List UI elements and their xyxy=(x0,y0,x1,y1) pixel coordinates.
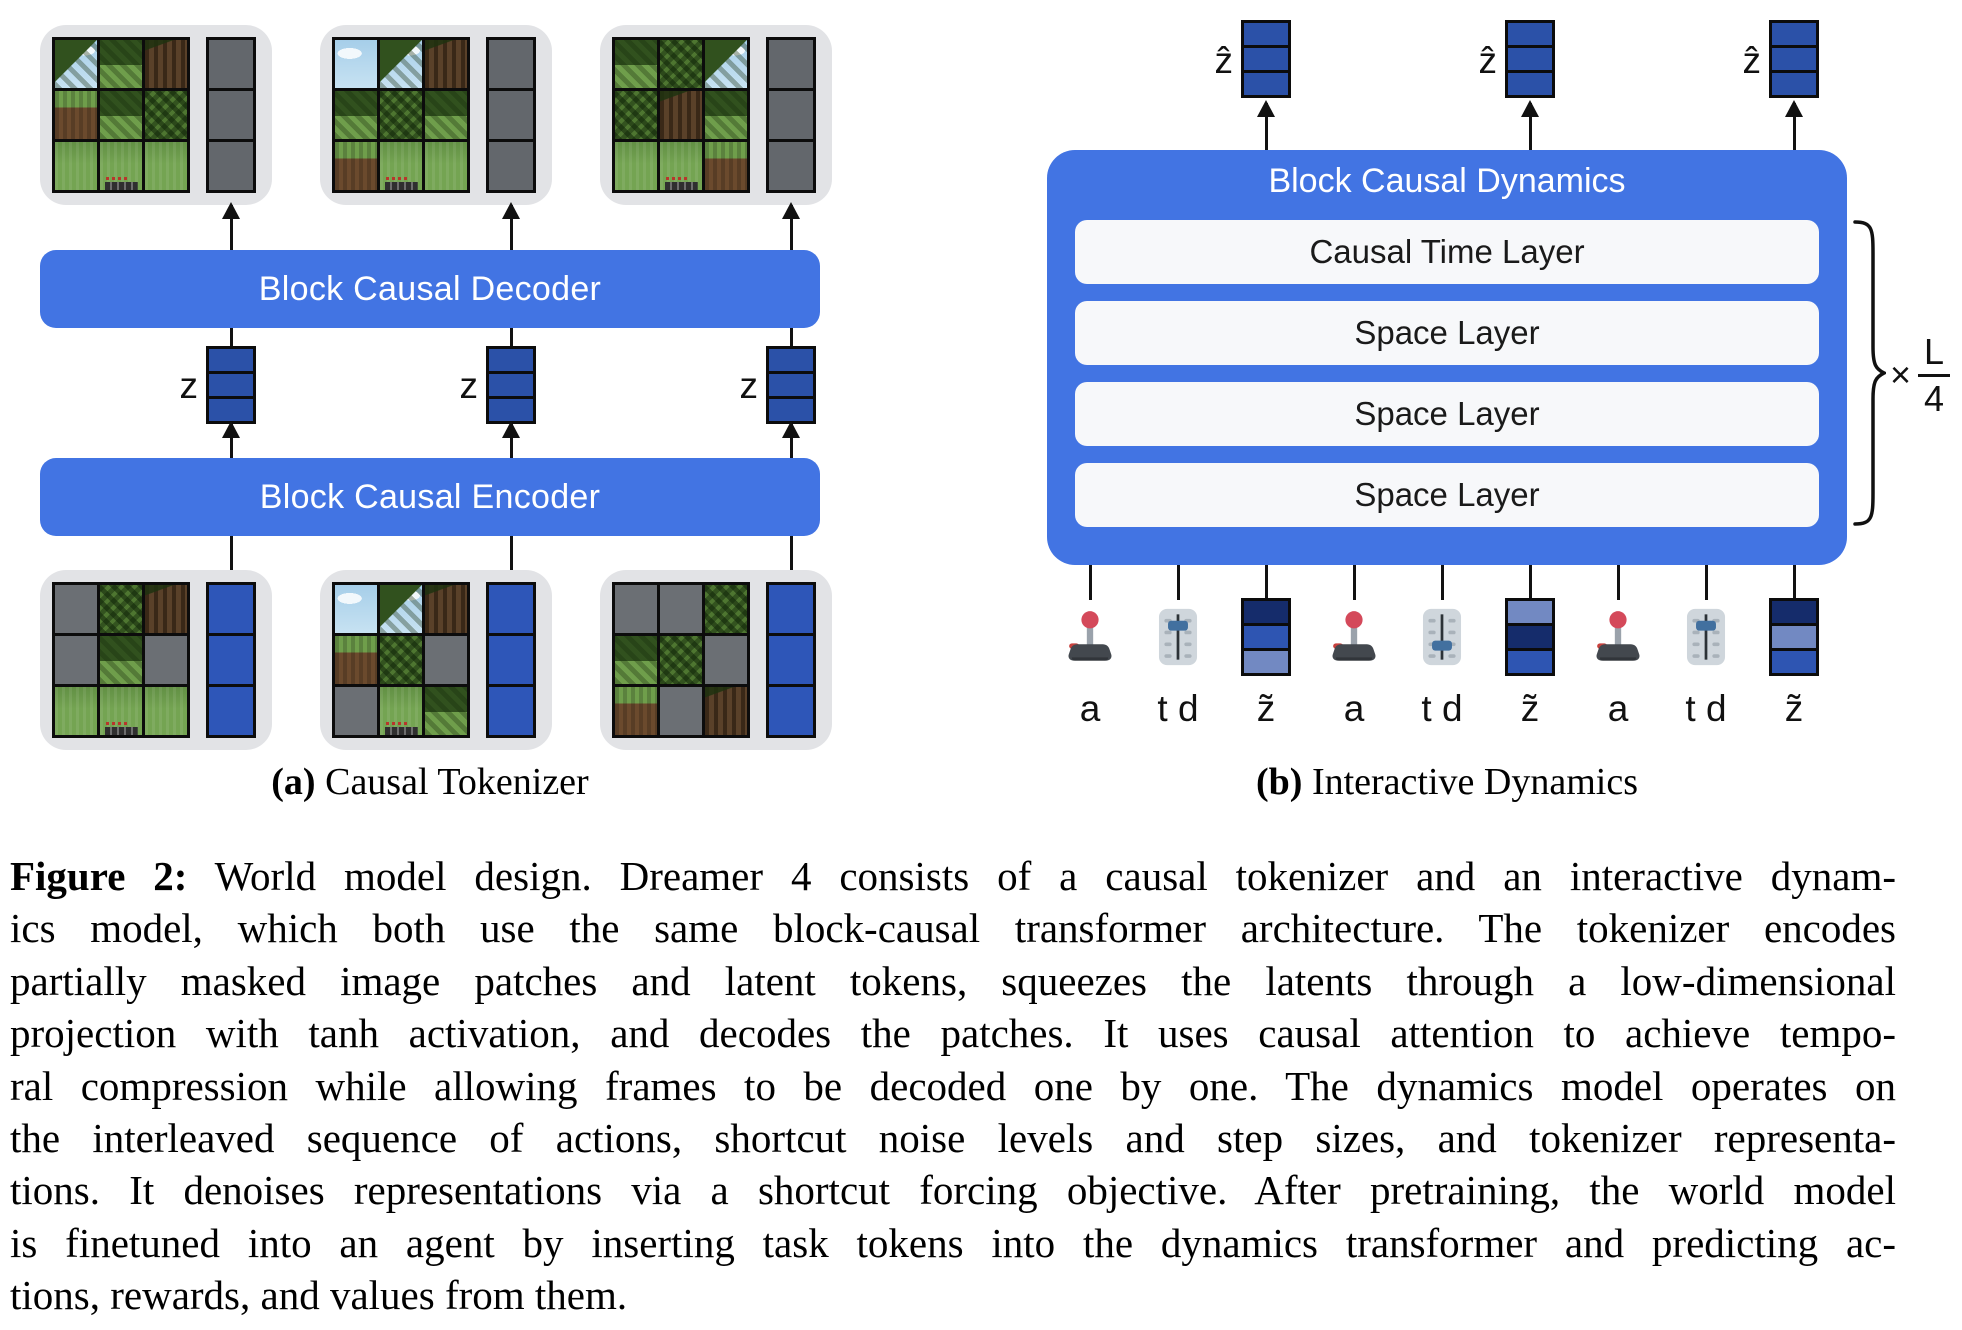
up-arrow-icon xyxy=(1529,103,1532,150)
latent-cell xyxy=(769,374,813,396)
joystick-icon xyxy=(1061,608,1119,671)
token-cell xyxy=(769,636,813,684)
latent-cell xyxy=(1508,23,1552,45)
latent-token-column xyxy=(206,582,256,738)
connector-line xyxy=(510,328,513,346)
masked-patch-cell xyxy=(615,585,657,633)
image-patch-cell xyxy=(615,91,657,139)
up-arrow-icon xyxy=(230,205,233,250)
z-latent-stack xyxy=(486,346,536,424)
image-patch-cell xyxy=(425,91,467,139)
up-arrow-icon xyxy=(1793,103,1796,150)
image-patch-cell xyxy=(55,91,97,139)
connector-line xyxy=(230,536,233,570)
interactive-dynamics-diagram xyxy=(1047,0,1945,810)
space-layer-bar: Space Layer xyxy=(1075,463,1819,527)
latent-cell xyxy=(1508,48,1552,70)
image-patch-cell xyxy=(425,40,467,88)
image-patch-cell xyxy=(55,687,97,735)
up-arrow-icon xyxy=(1265,103,1268,150)
latent-cell xyxy=(209,374,253,396)
image-patch-cell xyxy=(100,142,142,190)
image-patch-cell xyxy=(705,687,747,735)
image-patch-cell xyxy=(705,585,747,633)
connector-line xyxy=(1617,565,1620,600)
latent-token-column xyxy=(486,582,536,738)
fraction-bar xyxy=(1918,374,1950,377)
connector-line xyxy=(1705,565,1708,600)
latent-token-column xyxy=(766,37,816,193)
caption-line: ics model, which both use the same block-causal transformer architecture. The tokenizer encodes xyxy=(10,905,1896,952)
repeat-count xyxy=(1890,330,1950,420)
connector-line xyxy=(1529,565,1532,600)
image-patch-cell xyxy=(380,636,422,684)
caption-a xyxy=(40,760,820,804)
caption-line: the interleaved sequence of actions, shortcut noise levels and step sizes, and tokenizer representa- xyxy=(10,1115,1896,1162)
connector-line xyxy=(790,536,793,570)
connector-line xyxy=(510,536,513,570)
frame-card xyxy=(40,570,272,750)
latent-cell xyxy=(1772,73,1816,95)
up-arrow-icon xyxy=(510,205,513,250)
image-patch-cell xyxy=(380,585,422,633)
token-cell xyxy=(209,687,253,735)
latent-cell xyxy=(1244,626,1288,648)
token-cell xyxy=(209,585,253,633)
caption-line: ral compression while allowing frames to be decoded one by one. The dynamics model operates on xyxy=(10,1062,1896,1109)
image-patch-cell xyxy=(615,40,657,88)
input-label: t d xyxy=(1685,688,1727,729)
image-patch-cell xyxy=(145,142,187,190)
image-patch-grid xyxy=(612,37,750,193)
image-patch-cell xyxy=(55,142,97,190)
image-patch-cell xyxy=(615,142,657,190)
token-cell xyxy=(769,142,813,190)
block-causal-decoder-bar xyxy=(40,250,820,328)
z-latent-stack xyxy=(206,346,256,424)
image-patch-grid xyxy=(332,582,470,738)
caption-line: tions, rewards, and values from them. xyxy=(10,1272,628,1319)
image-patch-cell xyxy=(425,142,467,190)
image-patch-cell xyxy=(660,636,702,684)
image-patch-grid xyxy=(332,37,470,193)
image-patch-cell xyxy=(380,687,422,735)
space-layer-bar: Space Layer xyxy=(1075,382,1819,446)
latent-cell xyxy=(1244,23,1288,45)
token-cell xyxy=(489,91,533,139)
latent-cell xyxy=(769,349,813,371)
z-label: z xyxy=(179,365,198,406)
z-latent-stack xyxy=(766,346,816,424)
frame-card xyxy=(40,25,272,205)
image-patch-cell xyxy=(380,91,422,139)
latent-cell xyxy=(1508,73,1552,95)
image-patch-cell xyxy=(335,142,377,190)
image-patch-cell xyxy=(425,585,467,633)
token-cell xyxy=(489,142,533,190)
input-label: a xyxy=(1607,688,1629,729)
image-patch-grid xyxy=(52,582,190,738)
z-label: z xyxy=(459,365,478,406)
input-label: z̃ xyxy=(1520,688,1540,729)
image-patch-cell xyxy=(100,636,142,684)
masked-patch-cell xyxy=(145,636,187,684)
latent-cell xyxy=(209,349,253,371)
token-cell xyxy=(489,585,533,633)
repeat-brace-icon xyxy=(1852,219,1886,527)
caption-line: tions. It denoises representations via a shortcut forcing objective. After pretraining, the world model xyxy=(10,1167,1896,1214)
image-patch-grid xyxy=(612,582,750,738)
masked-patch-cell xyxy=(55,636,97,684)
z-hat-latent-stack xyxy=(1241,20,1291,98)
caption-line: partially masked image patches and latent tokens, squeezes the latents through a low-dimensional xyxy=(10,957,1896,1004)
caption-line: Figure 2: World model design. Dreamer 4 consists of a causal tokenizer and an interactive dynam- xyxy=(10,853,1896,899)
latent-cell xyxy=(1508,601,1552,623)
image-patch-cell xyxy=(100,687,142,735)
input-label: a xyxy=(1079,688,1101,729)
image-patch-cell xyxy=(100,91,142,139)
z-hat-label: ẑ xyxy=(1214,40,1233,81)
image-patch-cell xyxy=(100,585,142,633)
space-layer-bar: Space Layer xyxy=(1075,301,1819,365)
joystick-icon xyxy=(1325,608,1383,671)
z-label: z xyxy=(739,365,758,406)
latent-token-column xyxy=(486,37,536,193)
block-causal-encoder-bar xyxy=(40,458,820,536)
fraction-denominator: 4 xyxy=(1924,377,1945,419)
masked-patch-cell xyxy=(660,585,702,633)
caption-b xyxy=(1047,760,1847,804)
token-cell xyxy=(489,687,533,735)
z-tilde-latent-stack xyxy=(1505,598,1555,676)
image-patch-cell xyxy=(660,142,702,190)
image-patch-cell xyxy=(380,142,422,190)
connector-line xyxy=(230,328,233,346)
figure-number-label: Figure 2: xyxy=(10,853,188,899)
image-patch-grid xyxy=(52,37,190,193)
joystick-icon xyxy=(1589,608,1647,671)
up-arrow-icon xyxy=(230,424,233,458)
frame-card xyxy=(320,570,552,750)
causal-tokenizer-diagram xyxy=(40,0,840,810)
latent-token-column xyxy=(766,582,816,738)
multiply-sign: × xyxy=(1890,354,1912,395)
image-patch-cell xyxy=(425,687,467,735)
block-causal-encoder-label: Block Causal Encoder xyxy=(259,477,601,516)
caption-b-text: Interactive Dynamics xyxy=(1311,761,1638,803)
connector-line xyxy=(1441,565,1444,600)
latent-cell xyxy=(1244,48,1288,70)
latent-cell xyxy=(1508,626,1552,648)
image-patch-cell xyxy=(335,40,377,88)
figure-caption xyxy=(10,850,1896,1322)
token-cell xyxy=(209,40,253,88)
latent-cell xyxy=(1508,651,1552,673)
image-patch-cell xyxy=(705,91,747,139)
latent-cell xyxy=(489,374,533,396)
connector-line xyxy=(1353,565,1356,600)
latent-cell xyxy=(1244,651,1288,673)
latent-token-column xyxy=(206,37,256,193)
connector-line xyxy=(1177,565,1180,600)
input-label: t d xyxy=(1157,688,1199,729)
z-hat-latent-stack xyxy=(1505,20,1555,98)
token-cell xyxy=(769,40,813,88)
latent-cell xyxy=(769,399,813,421)
caption-line: projection with tanh activation, and decodes the patches. It uses causal attention to achieve tempo- xyxy=(10,1010,1896,1057)
causal-time-layer-bar: Causal Time Layer xyxy=(1075,220,1819,284)
z-tilde-latent-stack xyxy=(1769,598,1819,676)
image-patch-cell xyxy=(335,585,377,633)
token-cell xyxy=(489,636,533,684)
fraction-numerator: L xyxy=(1924,330,1945,372)
masked-patch-cell xyxy=(660,687,702,735)
latent-cell xyxy=(1772,626,1816,648)
latent-cell xyxy=(1772,48,1816,70)
token-cell xyxy=(769,585,813,633)
image-patch-cell xyxy=(145,91,187,139)
z-tilde-latent-stack xyxy=(1241,598,1291,676)
connector-line xyxy=(1793,565,1796,600)
latent-cell xyxy=(1244,73,1288,95)
connector-line xyxy=(1265,565,1268,600)
caption-line: is finetuned into an agent by inserting task tokens into the dynamics transformer and predicting ac- xyxy=(10,1219,1896,1266)
token-cell xyxy=(769,687,813,735)
latent-cell xyxy=(209,399,253,421)
slider-icon xyxy=(1421,608,1463,671)
token-cell xyxy=(209,142,253,190)
up-arrow-icon xyxy=(790,424,793,458)
input-label: z̃ xyxy=(1256,688,1276,729)
masked-patch-cell xyxy=(425,636,467,684)
image-patch-cell xyxy=(145,585,187,633)
frame-card xyxy=(600,570,832,750)
image-patch-cell xyxy=(705,142,747,190)
image-patch-cell xyxy=(100,40,142,88)
image-patch-cell xyxy=(145,687,187,735)
latent-cell xyxy=(489,349,533,371)
caption-b-label: (b) xyxy=(1256,761,1303,803)
image-patch-cell xyxy=(615,687,657,735)
z-hat-latent-stack xyxy=(1769,20,1819,98)
slider-icon xyxy=(1157,608,1199,671)
image-patch-cell xyxy=(145,40,187,88)
token-cell xyxy=(209,636,253,684)
image-patch-cell xyxy=(705,40,747,88)
token-cell xyxy=(209,91,253,139)
latent-cell xyxy=(1772,651,1816,673)
input-label: t d xyxy=(1421,688,1463,729)
caption-a-text: Causal Tokenizer xyxy=(325,761,589,803)
frame-card xyxy=(320,25,552,205)
latent-cell xyxy=(1244,601,1288,623)
connector-line xyxy=(790,328,793,346)
token-cell xyxy=(769,91,813,139)
z-hat-label: ẑ xyxy=(1478,40,1497,81)
image-patch-cell xyxy=(660,91,702,139)
latent-cell xyxy=(489,399,533,421)
image-patch-cell xyxy=(380,40,422,88)
input-label: a xyxy=(1343,688,1365,729)
connector-line xyxy=(1089,565,1092,600)
block-causal-decoder-label: Block Causal Decoder xyxy=(258,269,602,308)
up-arrow-icon xyxy=(510,424,513,458)
input-label: z̃ xyxy=(1784,688,1804,729)
caption-a-label: (a) xyxy=(271,761,316,803)
image-patch-cell xyxy=(55,40,97,88)
image-patch-cell xyxy=(335,636,377,684)
up-arrow-icon xyxy=(790,205,793,250)
block-causal-dynamics-label: Block Causal Dynamics xyxy=(1268,162,1626,200)
slider-icon xyxy=(1685,608,1727,671)
latent-cell xyxy=(1772,601,1816,623)
masked-patch-cell xyxy=(55,585,97,633)
z-hat-label: ẑ xyxy=(1742,40,1761,81)
masked-patch-cell xyxy=(335,687,377,735)
token-cell xyxy=(489,40,533,88)
image-patch-cell xyxy=(615,636,657,684)
masked-patch-cell xyxy=(705,636,747,684)
latent-cell xyxy=(1772,23,1816,45)
image-patch-cell xyxy=(660,40,702,88)
frame-card xyxy=(600,25,832,205)
image-patch-cell xyxy=(335,91,377,139)
layers-fraction xyxy=(1918,330,1950,419)
